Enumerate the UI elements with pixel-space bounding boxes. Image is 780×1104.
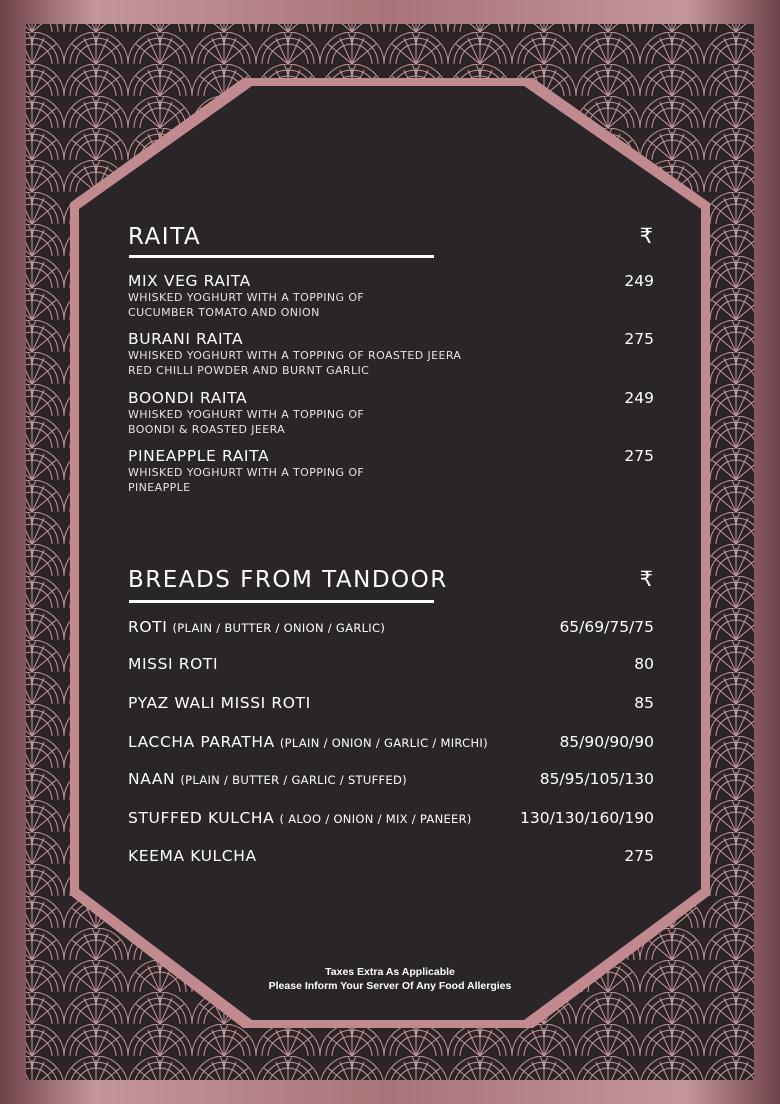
item-price: 85/90/90/90 bbox=[559, 733, 654, 751]
item-name: LACCHA PARATHA bbox=[128, 733, 275, 751]
item-name: BOONDI RAITA bbox=[128, 389, 248, 407]
bread-item-keema-kulcha bbox=[128, 846, 654, 865]
item-description: WHISKED YOGHURT WITH A TOPPING OF CUCUMBER TOMATO AND ONION bbox=[128, 291, 365, 319]
item-price: 275 bbox=[624, 447, 654, 465]
item-price: 80 bbox=[634, 655, 654, 673]
breads-currency-symbol: ₹ bbox=[639, 567, 653, 591]
bread-item-stuffed-kulcha bbox=[128, 808, 654, 827]
item-price: 130/130/160/190 bbox=[519, 809, 654, 827]
bread-item-missi-roti bbox=[128, 654, 654, 673]
footer-taxes-note: Taxes Extra As Applicable bbox=[325, 966, 455, 978]
item-options: ( ALOO / ONION / MIX / PANEER) bbox=[279, 812, 472, 826]
bread-item-laccha-paratha bbox=[128, 732, 654, 751]
item-name: ROTI bbox=[128, 618, 168, 636]
breads-title-underline bbox=[129, 600, 434, 603]
item-price: 275 bbox=[624, 330, 654, 348]
bread-item-pyaz-wali-missi-roti bbox=[128, 693, 654, 712]
raita-item-pineapple bbox=[128, 447, 654, 495]
item-price: 85/95/105/130 bbox=[539, 770, 654, 788]
breads-section-title: BREADS FROM TANDOOR bbox=[128, 567, 448, 593]
bread-item-naan bbox=[128, 769, 654, 788]
item-description: WHISKED YOGHURT WITH A TOPPING OF BOONDI & ROASTED JEERA bbox=[128, 408, 365, 436]
item-name: PYAZ WALI MISSI ROTI bbox=[128, 694, 311, 712]
footer-notes bbox=[0, 966, 780, 993]
raita-title-underline bbox=[129, 255, 434, 258]
raita-item-burani bbox=[128, 330, 654, 378]
item-price: 275 bbox=[624, 847, 654, 865]
item-name: BURANI RAITA bbox=[128, 330, 244, 348]
item-options: (PLAIN / BUTTER / ONION / GARLIC) bbox=[172, 621, 386, 635]
bread-item-roti bbox=[128, 617, 654, 636]
item-description: WHISKED YOGHURT WITH A TOPPING OF PINEAPPLE bbox=[128, 466, 365, 494]
item-name: STUFFED KULCHA bbox=[128, 809, 275, 827]
item-name: PINEAPPLE RAITA bbox=[128, 447, 270, 465]
item-options: (PLAIN / ONION / GARLIC / MIRCHI) bbox=[279, 736, 488, 750]
item-name: NAAN bbox=[128, 770, 176, 788]
item-price: 65/69/75/75 bbox=[559, 618, 654, 636]
item-name: MISSI ROTI bbox=[128, 655, 219, 673]
item-name: MIX VEG RAITA bbox=[128, 272, 251, 290]
item-price: 249 bbox=[624, 272, 654, 290]
item-options: (PLAIN / BUTTER / GARLIC / STUFFED) bbox=[180, 773, 407, 787]
item-description: WHISKED YOGHURT WITH A TOPPING OF ROASTED JEERA RED CHILLI POWDER AND BURNT GARLIC bbox=[128, 349, 462, 377]
raita-section-title: RAITA bbox=[128, 224, 202, 250]
item-price: 249 bbox=[624, 389, 654, 407]
raita-item-mix-veg bbox=[128, 272, 654, 320]
raita-currency-symbol: ₹ bbox=[639, 224, 653, 248]
item-name: KEEMA KULCHA bbox=[128, 847, 257, 865]
raita-item-boondi bbox=[128, 389, 654, 437]
item-price: 85 bbox=[634, 694, 654, 712]
footer-allergy-note: Please Inform Your Server Of Any Food Allergies bbox=[268, 979, 512, 992]
